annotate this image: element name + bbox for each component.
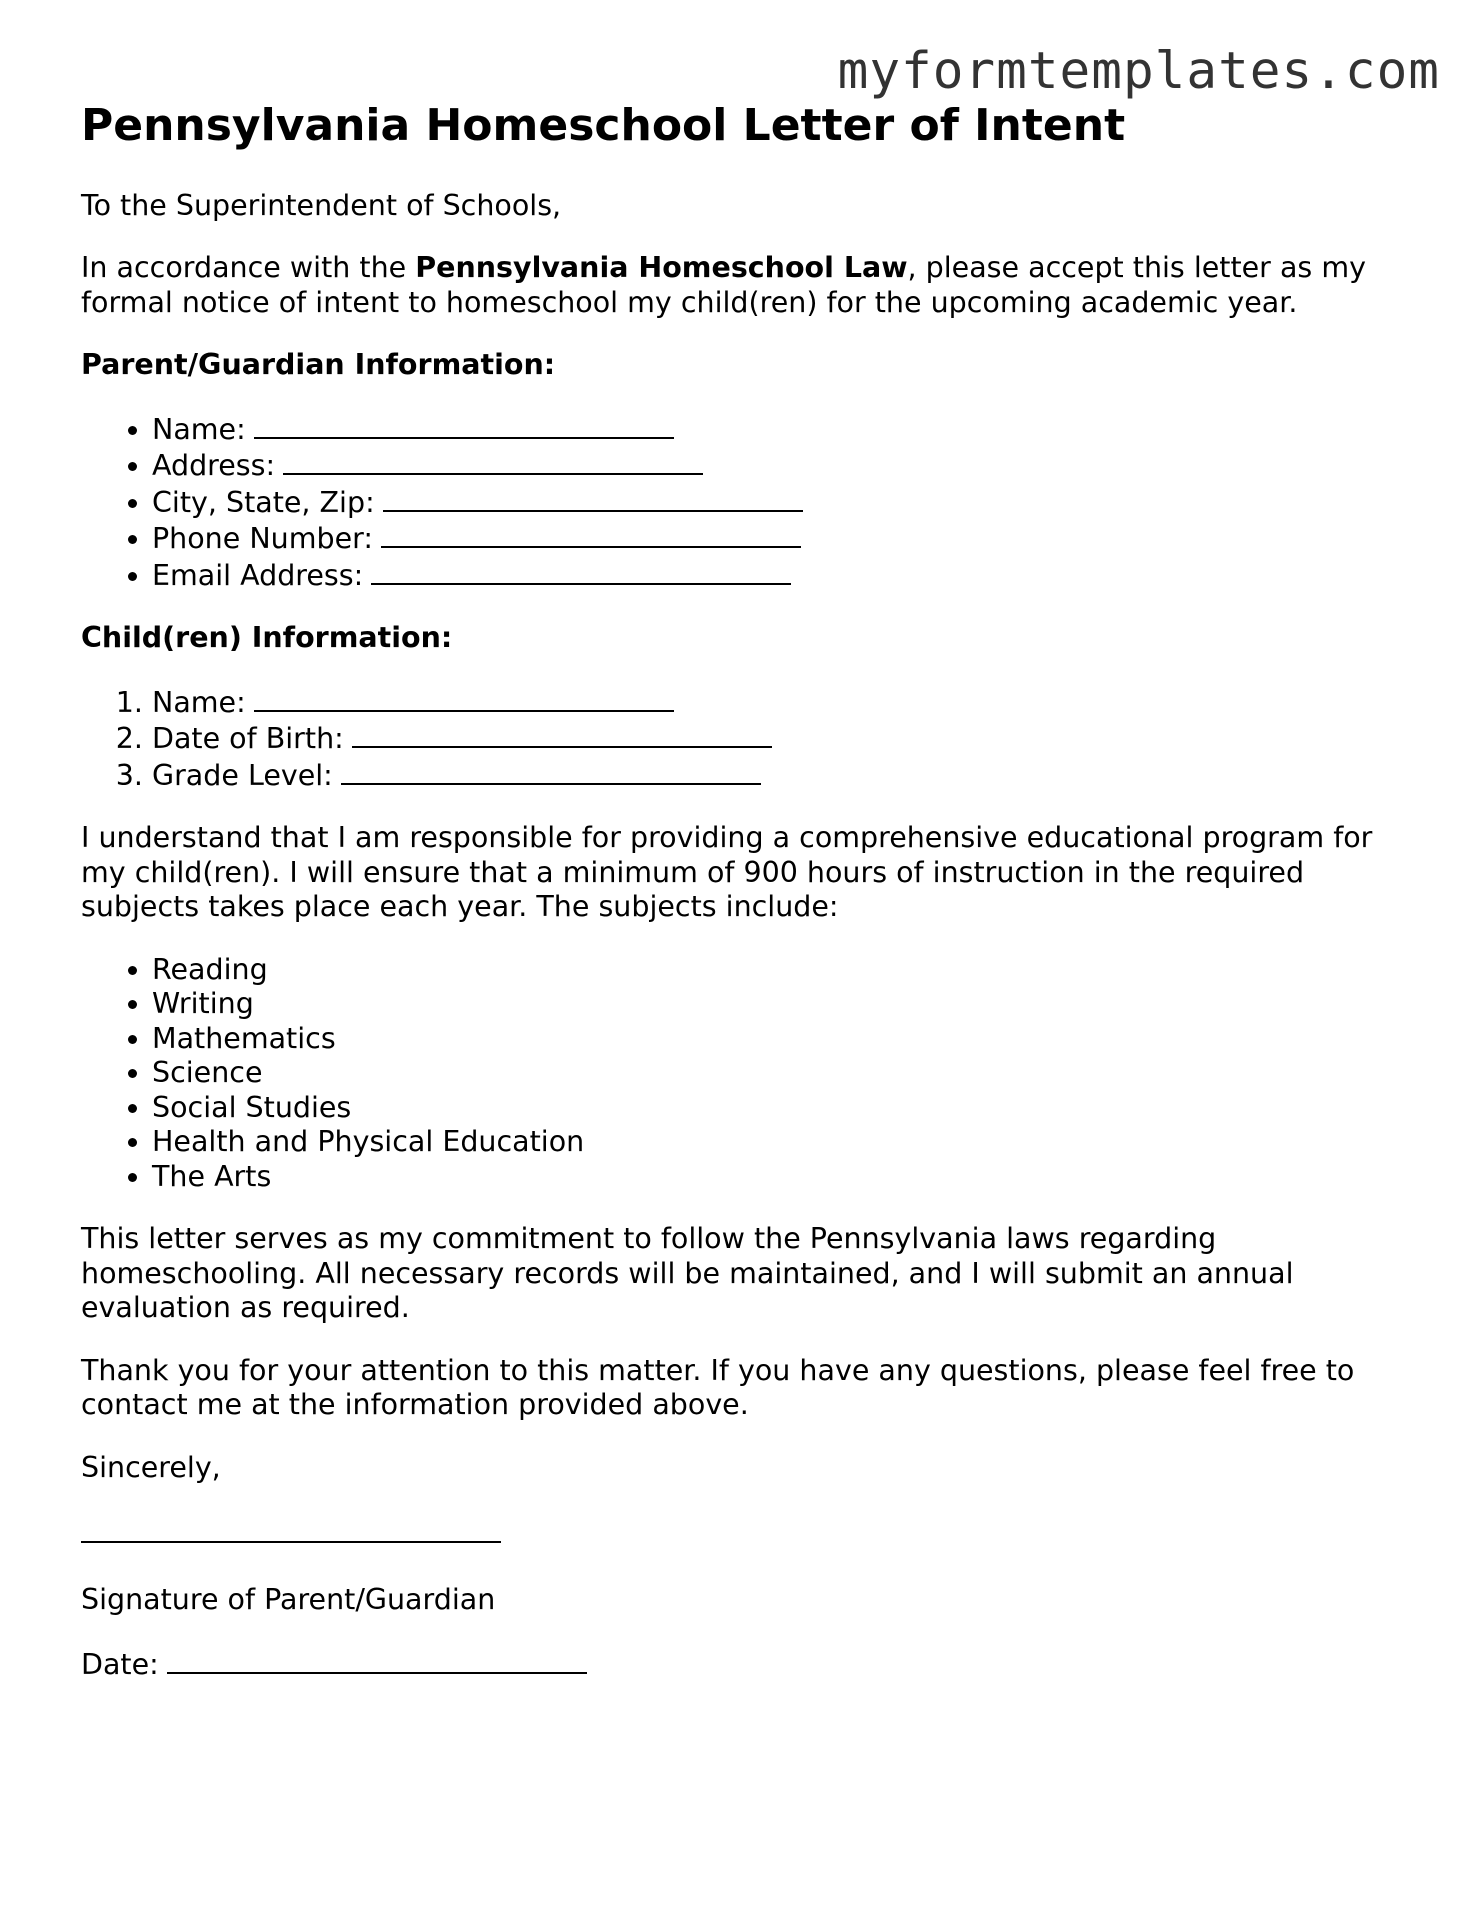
parent-field-city-state-zip: [152, 484, 1411, 521]
parent-field-name: [152, 411, 1411, 448]
field-label: Phone Number:: [152, 522, 373, 556]
field-label: Date of Birth:: [152, 722, 344, 756]
intro-text-after: , please accept this letter as my formal notice of intent to homeschool my child(ren) for the upcoming academic year.: [81, 251, 1366, 319]
subject-item: • Health and Physical Education: [152, 1125, 1411, 1160]
child-field-name: [152, 684, 1411, 721]
field-label: Name:: [152, 685, 246, 719]
salutation: To the Superintendent of Schools,: [81, 188, 562, 222]
signature-label: Signature of Parent/Guardian: [81, 1583, 496, 1617]
subject-item: • Social Studies: [152, 1091, 1411, 1126]
subject-item: • Reading: [152, 953, 1411, 988]
date-blank[interactable]: [167, 1646, 587, 1674]
child-fields-list: [81, 684, 1411, 794]
parent-field-address: [152, 447, 1411, 484]
child-field-dob: [152, 720, 1411, 757]
subject-item: • Writing: [152, 987, 1411, 1022]
parent-phone-blank[interactable]: [381, 520, 801, 548]
parent-field-phone: [152, 520, 1411, 557]
parent-email-blank[interactable]: [371, 557, 791, 585]
child-section-heading: Child(ren) Information:: [81, 621, 453, 655]
subject-item: • The Arts: [152, 1160, 1411, 1195]
intro-paragraph: [81, 251, 1411, 320]
parent-name-blank[interactable]: [254, 411, 674, 439]
date-field: [81, 1646, 1411, 1683]
thanks-paragraph: Thank you for your attention to this matter. If you have any questions, please feel free to contact me at the information provided above.: [81, 1353, 1355, 1422]
subject-item: • Science: [152, 1056, 1411, 1091]
parent-city-state-zip-blank[interactable]: [383, 484, 803, 512]
closing: Sincerely,: [81, 1450, 221, 1484]
date-label: Date:: [81, 1647, 159, 1681]
commitment-paragraph: This letter serves as my commitment to follow the Pennsylvania laws regarding homeschooling. All necessary records will be maintained, and I will submit an annual evaluation as required.: [81, 1222, 1294, 1325]
page-title: Pennsylvania Homeschool Letter of Intent: [81, 100, 1126, 151]
child-grade-blank[interactable]: [341, 757, 761, 785]
parent-address-blank[interactable]: [283, 447, 703, 475]
field-label: City, State, Zip:: [152, 485, 375, 519]
field-label: Address:: [152, 449, 276, 483]
subjects-list: [81, 953, 1411, 1195]
field-label: Grade Level:: [152, 758, 333, 792]
letter-document: [81, 100, 1411, 1710]
parent-field-email: [152, 557, 1411, 594]
signature-blank[interactable]: [81, 1539, 501, 1543]
intro-law-name: Pennsylvania Homeschool Law: [415, 251, 908, 285]
intro-text-before: In accordance with the: [81, 251, 416, 285]
responsibility-paragraph: I understand that I am responsible for providing a comprehensive educational program for my child(ren). I will ensure that a minimum of 900 hours of instruction in the required subjects takes place each year. The subjects include:: [81, 821, 1373, 924]
parent-section-heading: Parent/Guardian Information:: [81, 348, 556, 382]
field-label: Email Address:: [152, 558, 364, 592]
watermark: myformtemplates.com: [837, 42, 1440, 101]
child-dob-blank[interactable]: [352, 720, 772, 748]
child-name-blank[interactable]: [254, 684, 674, 712]
child-field-grade: [152, 757, 1411, 794]
subject-item: • Mathematics: [152, 1022, 1411, 1057]
field-label: Name:: [152, 412, 246, 446]
parent-fields-list: [81, 411, 1411, 594]
